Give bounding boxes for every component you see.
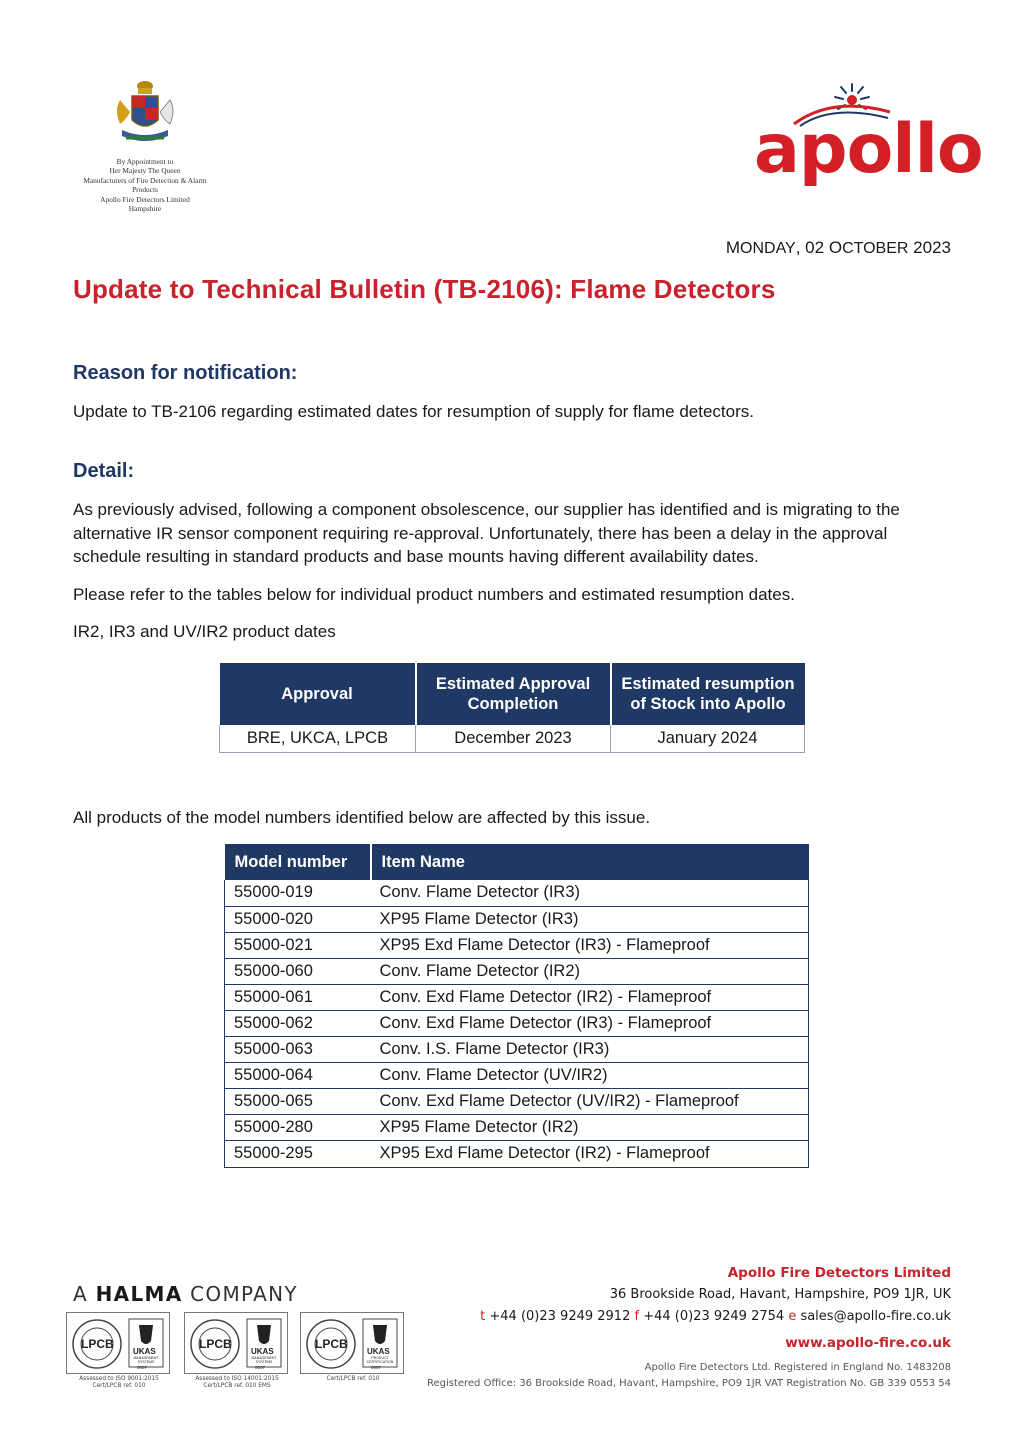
table-cell: January 2024 (611, 725, 805, 752)
halma-company-logo: A HALMA COMPANY (73, 1282, 298, 1306)
table-cell: BRE, UKCA, LPCB (220, 725, 416, 752)
document-date: MONDAY, 02 OCTOBER 2023 (725, 238, 951, 257)
table-header: Item Name (371, 844, 809, 880)
model-number: 55000-061 (225, 984, 371, 1010)
model-number: 55000-065 (225, 1089, 371, 1115)
warrant-line: Hampshire (128, 204, 162, 213)
table-row (225, 880, 809, 906)
page-title: Update to Technical Bulletin (TB-2106): Flame Detectors (73, 274, 776, 304)
table-row (220, 725, 805, 752)
royal-warrant (70, 80, 220, 214)
model-number: 55000-063 (225, 1037, 371, 1063)
website-link[interactable]: www.apollo-fire.co.uk (785, 1335, 951, 1351)
reason-heading: Reason for notification: (73, 362, 298, 384)
detail-subheading: IR2, IR3 and UV/IR2 product dates (73, 622, 336, 641)
ukas-label: UKAS (251, 1347, 274, 1356)
lpcb-ukas-cert-badge (300, 1312, 404, 1382)
logo-wordmark: apollo (754, 110, 983, 189)
model-number: 55000-062 (225, 1010, 371, 1036)
detail-paragraph: Please refer to the tables below for individual product numbers and estimated resumption dates. (73, 585, 795, 604)
cert-note: Cert/LPCB ref. 010 (326, 1376, 380, 1382)
item-name: XP95 Exd Flame Detector (IR2) - Flameproof (371, 1141, 809, 1167)
table-header: Estimated Approval Completion (416, 663, 611, 725)
model-number: 55000-280 (225, 1115, 371, 1141)
apollo-logo (752, 82, 983, 197)
ukas-sub: PRODUCT CERTIFICATION (366, 1356, 394, 1364)
lpcb-label: LPCB (199, 1337, 232, 1351)
table-row (225, 1063, 809, 1089)
ukas-label: UKAS (367, 1347, 390, 1356)
table-row (225, 958, 809, 984)
table-row (225, 906, 809, 932)
ukas-number: 0007 (371, 1365, 382, 1370)
model-number: 55000-019 (225, 880, 371, 906)
model-number: 55000-064 (225, 1063, 371, 1089)
model-number: 55000-021 (225, 932, 371, 958)
item-name: Conv. I.S. Flame Detector (IR3) (371, 1037, 809, 1063)
item-name: Conv. Flame Detector (IR2) (371, 958, 809, 984)
table-row (225, 1010, 809, 1036)
ukas-sub: MANAGEMENT SYSTEMS (133, 1356, 159, 1364)
table-row (225, 932, 809, 958)
approval-table (219, 663, 805, 753)
lpcb-ukas-cert-badge (66, 1312, 170, 1389)
warrant-line: Manufacturers of Fire Detection & Alarm Products (83, 175, 207, 194)
cert-note: Assessed to ISO 9001:2015 Cert/LPCB ref. 010 (79, 1376, 159, 1389)
royal-coat-of-arms-icon (110, 80, 180, 148)
company-contact (427, 1262, 951, 1392)
ukas-label: UKAS (133, 1347, 156, 1356)
item-name: XP95 Flame Detector (IR2) (371, 1115, 809, 1141)
model-number: 55000-060 (225, 958, 371, 984)
table-row (225, 1115, 809, 1141)
table-header: Estimated resumption of Stock into Apollo (611, 663, 805, 725)
ukas-sub: MANAGEMENT SYSTEMS (251, 1356, 277, 1364)
lpcb-label: LPCB (81, 1337, 114, 1351)
model-number: 55000-295 (225, 1141, 371, 1167)
table-row (225, 1089, 809, 1115)
email-link[interactable]: sales@apollo-fire.co.uk (796, 1309, 951, 1324)
contact-line: t +44 (0)23 9249 2912 f +44 (0)23 9249 2754 e sales@apollo-fire.co.uk (480, 1309, 951, 1324)
lpcb-label: LPCB (315, 1337, 348, 1351)
item-name: Conv. Flame Detector (UV/IR2) (371, 1063, 809, 1089)
table-row (225, 984, 809, 1010)
item-name: XP95 Flame Detector (IR3) (371, 906, 809, 932)
warrant-line: Apollo Fire Detectors Limited (100, 194, 190, 204)
lpcb-ukas-cert-badge (184, 1312, 288, 1389)
certification-badges (66, 1312, 406, 1392)
reason-text: Update to TB-2106 regarding estimated dates for resumption of supply for flame detectors. (73, 402, 754, 421)
cert-note: Assessed to ISO 14001:2015 Cert/LPCB ref. 010 EMS (195, 1376, 279, 1389)
warrant-line: Her Majesty The Queen (109, 166, 181, 175)
item-name: XP95 Exd Flame Detector (IR3) - Flameproof (371, 932, 809, 958)
detail-paragraph: As previously advised, following a component obsolescence, our supplier has identified and is migrating to the alternative IR sensor component requiring re-approval. Unfortunately, there has been a delay in the approval schedule resulting in standard products and base mounts having different availability dates. (73, 500, 900, 566)
model-table (224, 844, 809, 1168)
ukas-number: 0007 (255, 1365, 266, 1370)
item-name: Conv. Exd Flame Detector (UV/IR2) - Flameproof (371, 1089, 809, 1115)
ukas-number: 0007 (137, 1365, 148, 1370)
item-name: Conv. Flame Detector (IR3) (371, 880, 809, 906)
company-address: 36 Brookside Road, Havant, Hampshire, PO9 1JR, UK (609, 1287, 951, 1302)
table-cell: December 2023 (416, 725, 611, 752)
affected-text: All products of the model numbers identified below are affected by this issue. (73, 808, 651, 827)
company-name: Apollo Fire Detectors Limited (727, 1265, 951, 1281)
item-name: Conv. Exd Flame Detector (IR2) - Flameproof (371, 984, 809, 1010)
table-row (225, 1037, 809, 1063)
table-header: Approval (220, 663, 416, 725)
registration-line: Registered Office: 36 Brookside Road, Havant, Hampshire, PO9 1JR VAT Registration No. GB 339 0553 54 (426, 1378, 951, 1389)
item-name: Conv. Exd Flame Detector (IR3) - Flameproof (371, 1010, 809, 1036)
detail-heading: Detail: (73, 460, 135, 482)
table-row (225, 1141, 809, 1167)
model-number: 55000-020 (225, 906, 371, 932)
table-header: Model number (225, 844, 371, 880)
warrant-line: By Appointment to (116, 156, 174, 166)
registration-line: Apollo Fire Detectors Ltd. Registered in England No. 1483208 (644, 1362, 951, 1373)
